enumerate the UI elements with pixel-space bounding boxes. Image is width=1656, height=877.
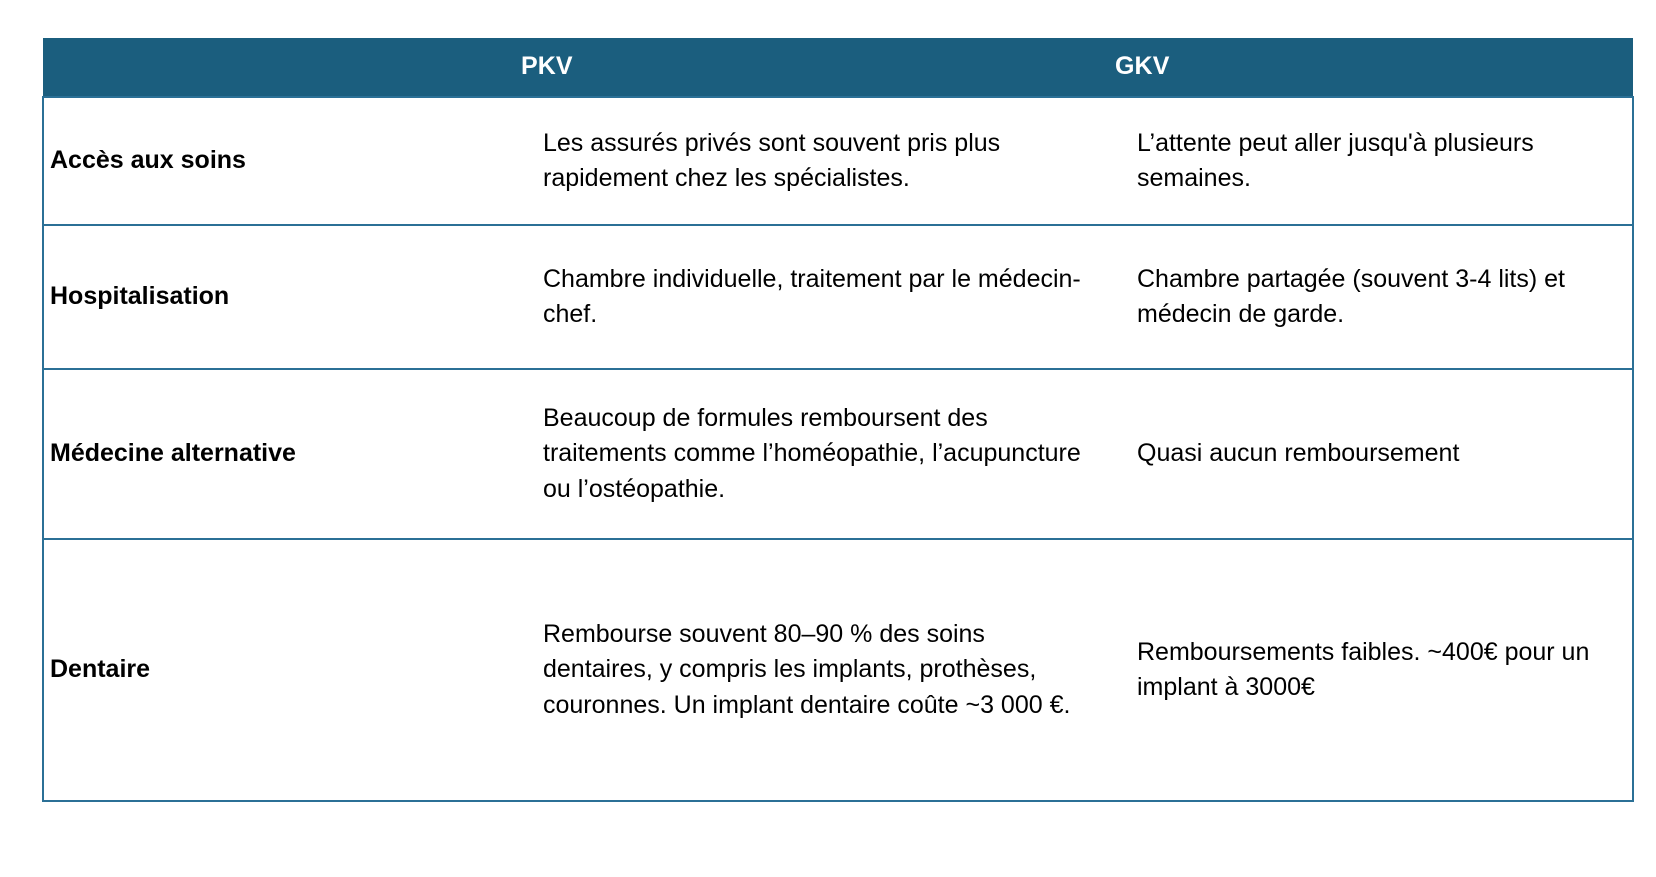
table-row (43, 225, 1633, 369)
pkv-gkv-comparison-table (42, 38, 1634, 802)
row-label-text: Accès aux soins (50, 146, 246, 175)
row-label-cell (43, 97, 513, 225)
row-pkv-text: Beaucoup de formules remboursent des traitements comme l’homéopathie, l’acupuncture ou l’ostéopathie. (543, 403, 1081, 503)
table-row (43, 539, 1633, 801)
row-label-text: Médecine alternative (50, 439, 296, 468)
table-row (43, 369, 1633, 539)
row-label-cell (43, 225, 513, 369)
column-header-pkv: PKV (513, 38, 1107, 97)
row-gkv-cell (1107, 225, 1633, 369)
row-gkv-text: Quasi aucun remboursement (1137, 439, 1460, 468)
row-gkv-cell (1107, 539, 1633, 801)
row-gkv-text: Chambre partagée (souvent 3-4 lits) et médecin de garde. (1137, 264, 1565, 328)
column-header-gkv: GKV (1107, 38, 1633, 97)
row-pkv-text: Chambre individuelle, traitement par le médecin-chef. (543, 264, 1081, 328)
table-header (43, 38, 1633, 97)
row-pkv-text: Les assurés privés sont souvent pris plus rapidement chez les spécialistes. (543, 128, 1001, 192)
row-gkv-cell (1107, 97, 1633, 225)
table-row (43, 97, 1633, 225)
row-label-text: Dentaire (50, 655, 151, 684)
row-pkv-cell (513, 539, 1107, 801)
row-gkv-text: Remboursements faibles. ~400€ pour un implant à 3000€ (1137, 637, 1590, 701)
row-label-text: Hospitalisation (50, 282, 230, 311)
row-pkv-text: Rembourse souvent 80–90 % des soins dentaires, y compris les implants, prothèses, couronnes. Un implant dentaire coûte ~3 000 €. (543, 619, 1071, 719)
row-pkv-cell (513, 97, 1107, 225)
row-gkv-cell (1107, 369, 1633, 539)
row-pkv-cell (513, 225, 1107, 369)
column-header-feature (43, 38, 513, 97)
table-body (43, 97, 1633, 801)
row-label-cell (43, 369, 513, 539)
header-row (43, 38, 1633, 97)
row-gkv-text: L’attente peut aller jusqu'à plusieurs semaines. (1137, 128, 1534, 192)
row-label-cell (43, 539, 513, 801)
row-pkv-cell (513, 369, 1107, 539)
